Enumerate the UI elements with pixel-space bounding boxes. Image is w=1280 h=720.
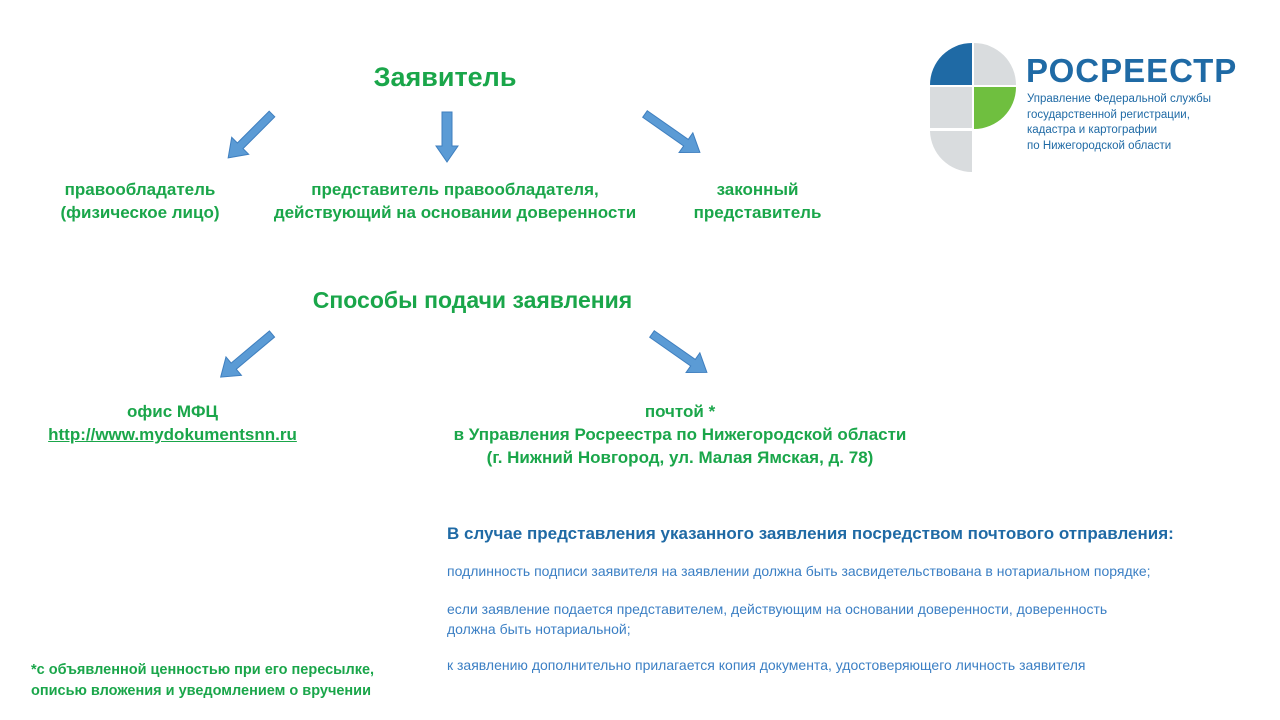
method-mfc-label: офис МФЦ <box>127 402 218 421</box>
postal-note-item <box>447 599 1257 639</box>
arrow-down-left-icon <box>220 106 281 167</box>
method-post-line3: (г. Нижний Новгород, ул. Малая Ямская, д. 78) <box>486 448 874 467</box>
postal-note-item: к заявлению дополнительно прилагается копия документа, удостоверяющего личность заявителя <box>447 657 1086 673</box>
logo-subtitle-line: кадастра и картографии <box>1027 124 1158 136</box>
applicant-proxy <box>240 178 670 224</box>
applicant-owner-line1: правообладатель <box>64 180 216 199</box>
applicant-proxy-line2: действующий на основании доверенности <box>273 203 637 222</box>
footnote-line: описью вложения и уведомлением о вручении <box>31 683 372 699</box>
postal-note-item-line: если заявление подается представителем, действующим на основании доверенности, доверенность <box>447 601 1108 617</box>
footnote-line: *с объявленной ценностью при его пересылке, <box>31 662 375 678</box>
logo-subtitle-line: государственной регистрации, <box>1027 108 1190 121</box>
applicant-legal-representative <box>670 178 845 224</box>
applicant-legal-line2: представитель <box>693 203 822 222</box>
method-post-line1: почтой * <box>644 402 716 421</box>
logo-subtitle-line: по Нижегородской области <box>1027 139 1172 152</box>
arrow-down-left-icon <box>213 325 280 386</box>
postal-note <box>447 524 1257 675</box>
logo-subtitle-line: Управление Федеральной службы <box>1027 93 1211 105</box>
applicant-owner-line2: (физическое лицо) <box>60 203 220 222</box>
arrow-down-icon <box>436 112 458 162</box>
postal-note-item: подлинность подписи заявителя на заявлении должна быть засвидетельствована в нотариальном порядке; <box>447 563 1151 579</box>
arrow-down-right-icon <box>645 324 714 382</box>
postal-note-item-line: должна быть нотариальной; <box>447 621 631 637</box>
footnote <box>31 660 431 702</box>
applicant-owner <box>20 178 260 224</box>
applicant-legal-line1: законный <box>716 180 799 199</box>
applicant-proxy-line1: представитель правообладателя, <box>311 180 599 199</box>
logo-title: РОСРЕЕСТР <box>1026 52 1238 89</box>
method-mfc <box>20 400 325 446</box>
method-post-line2: в Управления Росреестра по Нижегородской области <box>453 425 907 444</box>
mfc-website-link[interactable]: http://www.mydokumentsnn.ru <box>48 425 297 444</box>
applicant-title: Заявитель <box>373 62 517 92</box>
method-post <box>400 400 960 469</box>
arrow-down-right-icon <box>638 104 707 162</box>
methods-title: Способы подачи заявления <box>312 287 633 313</box>
postal-note-heading: В случае представления указанного заявления посредством почтового отправления: <box>447 524 1174 543</box>
